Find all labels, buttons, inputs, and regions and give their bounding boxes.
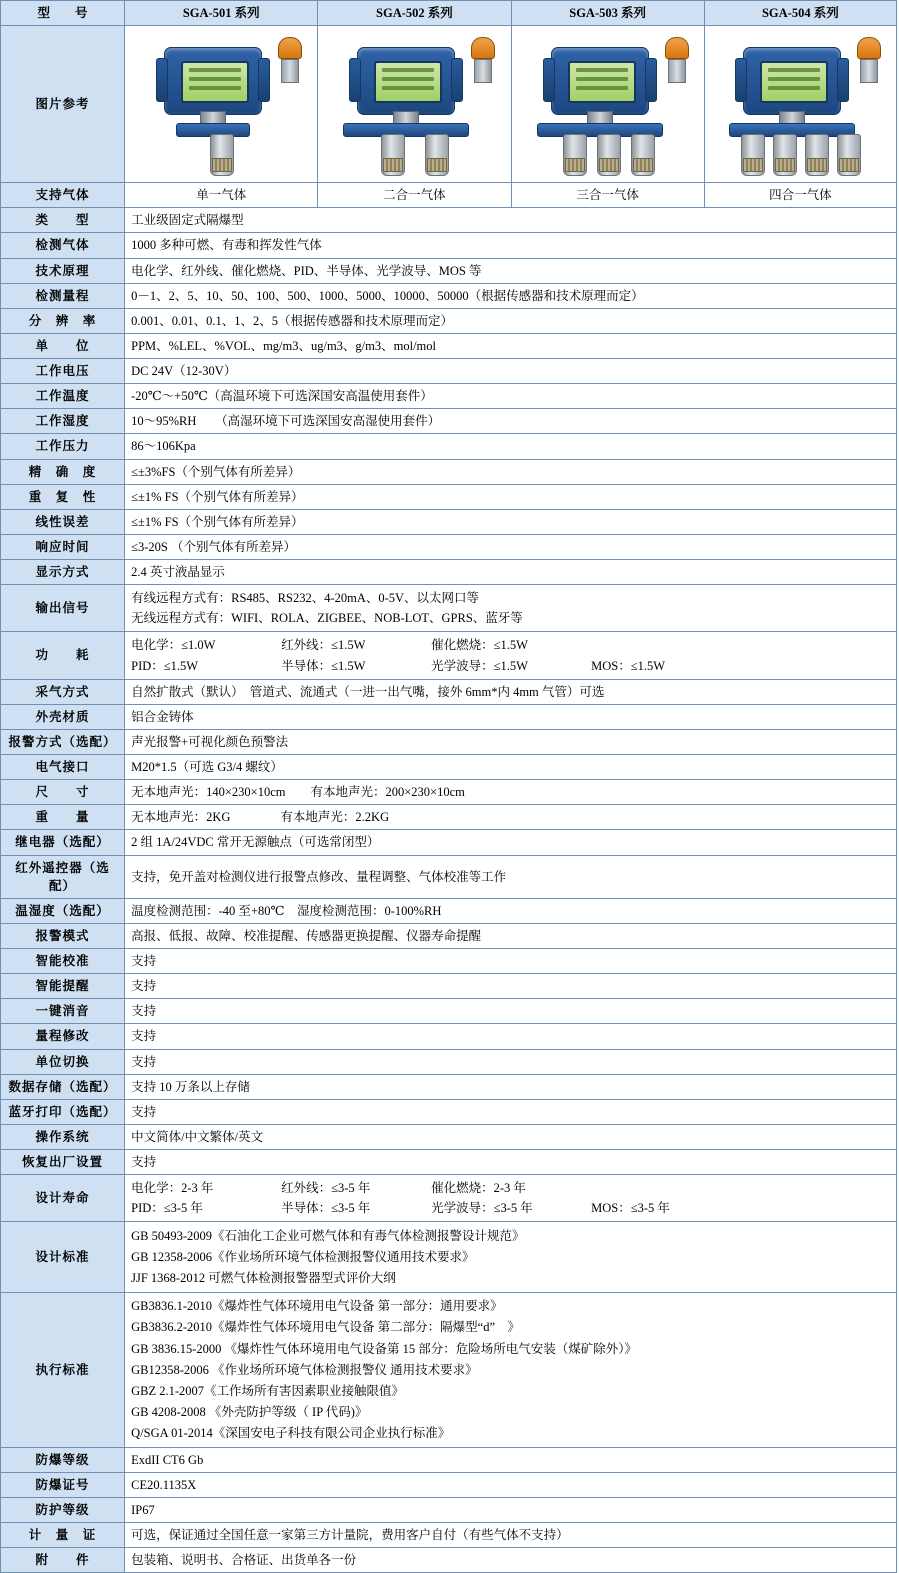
row-value: 包装箱、说明书、合格证、出货单各一份 [125,1548,897,1573]
gas-support-value-2: 二合一气体 [318,183,511,208]
table-row [1,1497,897,1522]
row-label: 智能校准 [1,949,125,974]
row-value: ≤±1% FS（个别气体有所差异） [125,484,897,509]
power-item-name: MOS： [591,658,631,673]
exec-standard-label: 执行标准 [1,1292,125,1447]
detector-body-icon [164,47,262,115]
design-standard-row [1,1222,897,1292]
row-value: 声光报警+可视化颜色预警法 [125,729,897,754]
power-line-2 [131,656,890,676]
table-row [1,1099,897,1124]
table-row [1,1472,897,1497]
table-row [1,534,897,559]
design-life-item-value: ≤3-5 年 [493,1201,533,1216]
detector-body-icon [551,47,649,115]
row-value: ≤±1% FS（个别气体有所差异） [125,509,897,534]
gas-support-value-3: 三合一气体 [511,183,704,208]
product-image-2 [318,26,511,183]
table-row [1,1074,897,1099]
row-label: 显示方式 [1,560,125,585]
sensor-probe-icon [597,134,621,176]
row-label: 工作湿度 [1,409,125,434]
power-item-value: ≤1.5W [331,658,366,673]
row-value: 支持 [125,1024,897,1049]
row-label: 类 型 [1,208,125,233]
design-standard-line: GB 50493-2009《石油化工企业可燃气体和有毒气体检测报警设计规范》 [131,1228,525,1243]
design-life-item-name: MOS： [591,1201,631,1216]
sensor-probe-icon [631,134,655,176]
gas-support-value-1: 单一气体 [125,183,318,208]
row-label: 尺 寸 [1,780,125,805]
row-label: 温湿度（选配） [1,898,125,923]
row-value: M20*1.5（可选 G3/4 螺纹） [125,755,897,780]
exec-standard-line: GB12358-2006 《作业场所环境气体检测报警仪 通用技术要求》 [131,1362,478,1377]
table-row [1,1124,897,1149]
table-row [1,729,897,754]
table-row [1,359,897,384]
row-value: 2.4 英寸液晶显示 [125,560,897,585]
exec-standard-line: GB 4208-2008 《外壳防护等级（ IP 代码)》 [131,1404,368,1419]
sensor-probe-icon [773,134,797,176]
row-value: 可选，保证通过全国任意一家第三方计量院，费用客户自付（有些气体不支持） [125,1523,897,1548]
design-life-item-name: 电化学： [131,1181,182,1196]
row-label: 工作温度 [1,384,125,409]
row-label: 量程修改 [1,1024,125,1049]
alarm-light-icon [471,37,493,79]
row-label: 智能提醒 [1,974,125,999]
design-life-line-1 [131,1178,890,1198]
design-life-line-2 [131,1198,890,1218]
table-row [1,898,897,923]
row-value: 支持 [125,999,897,1024]
row-label: 分 辨 率 [1,308,125,333]
table-row [1,949,897,974]
table-row [1,679,897,704]
row-label: 响应时间 [1,534,125,559]
row-label: 恢复出厂设置 [1,1150,125,1175]
table-row [1,923,897,948]
row-value: ≤3-20S （个别气体有所差异） [125,534,897,559]
row-label: 采气方式 [1,679,125,704]
design-life-value [125,1175,897,1222]
product-image-4 [704,26,896,183]
design-standard-line: GB 12358-2006《作业场所环境气体检测报警仪通用技术要求》 [131,1250,475,1264]
output-signal-label: 输出信号 [1,585,125,632]
gas-support-label: 支持气体 [1,183,125,208]
table-row [1,805,897,830]
row-value: 86～106Kpa [125,434,897,459]
row-label: 线性误差 [1,509,125,534]
row-label: 单 位 [1,333,125,358]
power-item-value: ≤1.5W [331,638,366,653]
row-label: 电气接口 [1,755,125,780]
design-life-item-value: 2-3 年 [181,1181,214,1196]
model-col-1: SGA-501 系列 [125,1,318,26]
table-row [1,704,897,729]
exec-standard-line: GB3836.2-2010《爆炸性气体环境用电气设备 第二部分：隔爆型“d” 》 [131,1320,520,1335]
sensor-probe-icon [563,134,587,176]
exec-standard-line: GB3836.1-2010《爆炸性气体环境用电气设备 第一部分：通用要求》 [131,1299,503,1314]
output-signal-line-2: 无线远程方式有：WIFI、ROLA、ZIGBEE、NOB-LOT、GPRS、蓝牙等 [131,611,523,626]
power-label: 功 耗 [1,632,125,679]
power-item-value: ≤1.5W [630,658,666,673]
row-value: 支持 [125,1049,897,1074]
output-signal-value [125,585,897,632]
row-label: 检测量程 [1,283,125,308]
row-value: 10～95%RH （高湿环境下可选深国安高湿使用套件） [125,409,897,434]
model-col-3: SGA-503 系列 [511,1,704,26]
row-value: 0.001、0.01、0.1、1、2、5（根据传感器和技术原理而定） [125,308,897,333]
sensor-probe-icon [425,134,449,176]
exec-standard-line: GBZ 2.1-2007《工作场所有害因素职业接触限值》 [131,1383,405,1398]
table-row [1,308,897,333]
power-item-value: ≤1.5W [163,658,199,673]
row-value: CE20.1135X [125,1472,897,1497]
design-life-item-value: ≤3-5 年 [331,1181,371,1196]
power-item-name: PID： [131,658,164,673]
row-label: 报警模式 [1,923,125,948]
design-life-label: 设计寿命 [1,1175,125,1222]
model-col-2: SGA-502 系列 [318,1,511,26]
design-life-item-name: 红外线： [281,1181,332,1196]
row-value: 电化学、红外线、催化燃烧、PID、半导体、光学波导、MOS 等 [125,258,897,283]
table-row [1,509,897,534]
sensor-probe-icon [381,134,405,176]
row-label: 检测气体 [1,233,125,258]
design-life-item-name: 催化燃烧： [431,1181,494,1196]
row-label: 一键消音 [1,999,125,1024]
table-row [1,1049,897,1074]
power-item-name: 催化燃烧： [431,638,494,653]
power-item-value: ≤1.0W [181,638,216,653]
table-row [1,855,897,898]
row-value: 无本地声光：140×230×10cm 有本地声光：200×230×10cm [125,780,897,805]
row-label: 计 量 证 [1,1523,125,1548]
row-label: 防护等级 [1,1497,125,1522]
table-row [1,459,897,484]
design-life-item-name: 光学波导： [431,1201,494,1216]
row-value: 工业级固定式隔爆型 [125,208,897,233]
gas-support-value-4: 四合一气体 [704,183,896,208]
row-value: 温度检测范围：-40 至+80℃ 湿度检测范围：0-100%RH [125,898,897,923]
row-label: 单位切换 [1,1049,125,1074]
table-row [1,1523,897,1548]
design-life-item-value: ≤3-5 年 [331,1201,371,1216]
row-label: 重 量 [1,805,125,830]
detector-body-icon [743,47,841,115]
design-standard-line: JJF 1368-2012 可燃气体检测报警器型式评价大纲 [131,1271,396,1286]
table-row [1,333,897,358]
power-line-1 [131,635,890,655]
design-life-item-value: ≤3-5 年 [163,1201,203,1216]
image-row [1,26,897,183]
row-label: 数据存储（选配） [1,1074,125,1099]
table-row [1,1150,897,1175]
power-item-name: 光学波导： [431,658,494,673]
row-label: 继电器（选配） [1,830,125,855]
row-label: 防爆等级 [1,1447,125,1472]
row-value: 支持 [125,974,897,999]
row-value: DC 24V（12-30V） [125,359,897,384]
table-row [1,560,897,585]
alarm-light-icon [857,37,879,79]
table-row [1,409,897,434]
row-value: 支持，免开盖对检测仪进行报警点修改、量程调整、气体校准等工作 [125,855,897,898]
power-item-value: ≤1.5W [493,638,528,653]
row-label: 操作系统 [1,1124,125,1149]
design-life-item-value: 2-3 年 [493,1181,526,1196]
exec-standard-row [1,1292,897,1447]
row-value: 支持 [125,1099,897,1124]
row-label: 工作电压 [1,359,125,384]
table-row [1,830,897,855]
sensor-probe-icon [741,134,765,176]
sensor-probe-icon [837,134,861,176]
row-label: 报警方式（选配） [1,729,125,754]
design-standard-label: 设计标准 [1,1222,125,1292]
table-row [1,1024,897,1049]
table-row [1,233,897,258]
table-row [1,434,897,459]
row-value: 铝合金铸体 [125,704,897,729]
row-value: 支持 10 万条以上存储 [125,1074,897,1099]
table-row [1,258,897,283]
table-row [1,1548,897,1573]
power-value [125,632,897,679]
power-row [1,632,897,679]
table-row [1,780,897,805]
row-value: PPM、%LEL、%VOL、mg/m3、ug/m3、g/m3、mol/mol [125,333,897,358]
design-life-row [1,1175,897,1222]
row-value: IP67 [125,1497,897,1522]
table-row [1,1447,897,1472]
row-value: ExdII CT6 Gb [125,1447,897,1472]
power-item-name: 红外线： [281,638,332,653]
row-value: 2 组 1A/24VDC 常开无源触点（可选常闭型） [125,830,897,855]
row-label: 红外遥控器（选配） [1,855,125,898]
power-item-name: 电化学： [131,638,182,653]
row-label: 蓝牙打印（选配） [1,1099,125,1124]
alarm-light-icon [665,37,687,79]
row-label: 工作压力 [1,434,125,459]
model-label: 型 号 [1,1,125,26]
output-signal-row [1,585,897,632]
row-label: 防爆证号 [1,1472,125,1497]
sensor-probe-icon [805,134,829,176]
product-image-3 [511,26,704,183]
image-row-label: 图片参考 [1,26,125,183]
exec-standard-line: GB 3836.15-2000 《爆炸性气体环境用电气设备第 15 部分：危险场所电气安装（煤矿除外）》 [131,1341,638,1356]
design-life-item-name: PID： [131,1201,164,1216]
model-col-4: SGA-504 系列 [704,1,896,26]
table-row [1,484,897,509]
table-row [1,999,897,1024]
row-value: ≤±3%FS（个别气体有所差异） [125,459,897,484]
row-value: 0－1、2、5、10、50、100、500、1000、5000、10000、50000（根据传感器和技术原理而定） [125,283,897,308]
row-value: 支持 [125,949,897,974]
table-row [1,283,897,308]
row-label: 技术原理 [1,258,125,283]
row-value: 支持 [125,1150,897,1175]
power-item-name: 半导体： [281,658,332,673]
row-value: 中文简体/中文繁体/英文 [125,1124,897,1149]
row-value: 高报、低报、故障、校准提醒、传感器更换提醒、仪器寿命提醒 [125,923,897,948]
row-value: 无本地声光：2KG 有本地声光：2.2KG [125,805,897,830]
gas-support-row [1,183,897,208]
table-header-row [1,1,897,26]
power-item-value: ≤1.5W [493,658,528,673]
design-life-item-value: ≤3-5 年 [630,1201,670,1216]
product-image-1 [125,26,318,183]
design-life-item-name: 半导体： [281,1201,332,1216]
detector-body-icon [357,47,455,115]
sensor-probe-icon [210,134,234,176]
exec-standard-line: Q/SGA 01-2014《深国安电子科技有限公司企业执行标准》 [131,1426,451,1440]
table-row [1,208,897,233]
design-standard-value [125,1222,897,1292]
row-value: -20℃～+50℃（高温环境下可选深国安高温使用套件） [125,384,897,409]
row-label: 外壳材质 [1,704,125,729]
table-row [1,384,897,409]
output-signal-line-1: 有线远程方式有：RS485、RS232、4-20mA、0-5V、以太网口等 [131,591,480,606]
row-value: 自然扩散式（默认） 管道式、流通式（一进一出气嘴，接外 6mm*内 4mm 气管）可选 [125,679,897,704]
exec-standard-value [125,1292,897,1447]
table-row [1,755,897,780]
alarm-light-icon [278,37,300,79]
table-row [1,974,897,999]
row-label: 附 件 [1,1548,125,1573]
row-value: 1000 多种可燃、有毒和挥发性气体 [125,233,897,258]
row-label: 精 确 度 [1,459,125,484]
row-label: 重 复 性 [1,484,125,509]
